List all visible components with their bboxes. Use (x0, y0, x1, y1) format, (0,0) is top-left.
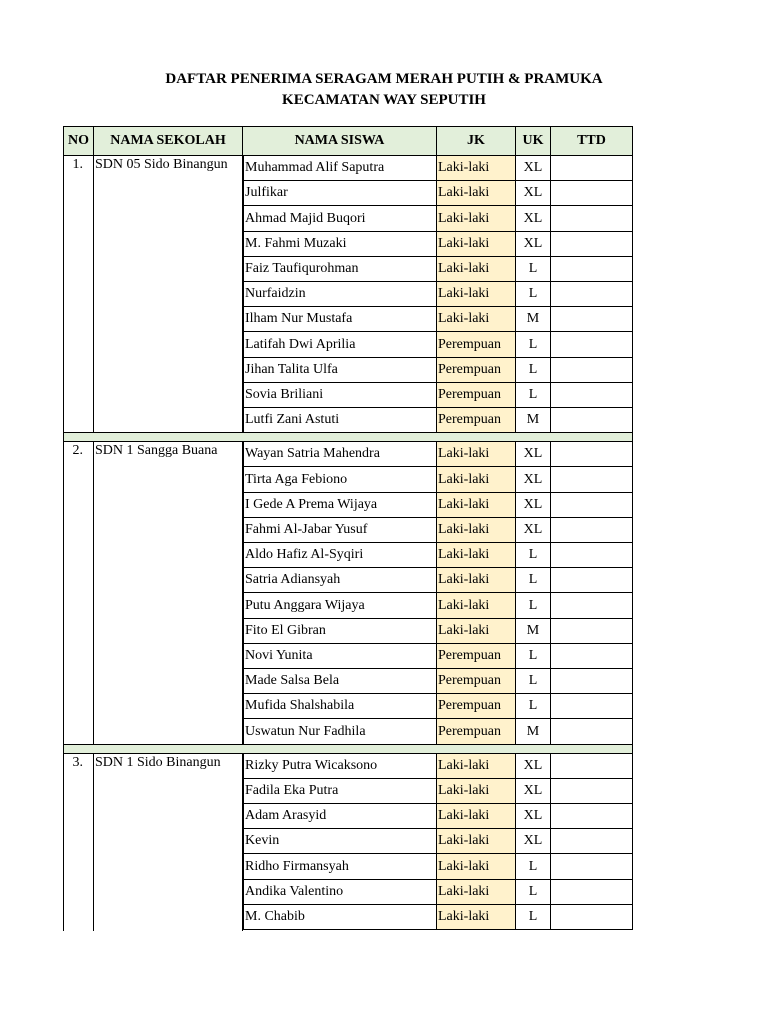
gender-cell: Perempuan (437, 358, 516, 383)
student-name: Wayan Satria Mahendra (243, 442, 437, 467)
signature-cell[interactable] (551, 543, 633, 568)
size-cell: M (516, 307, 551, 332)
signature-cell[interactable] (551, 358, 633, 383)
gender-cell: Laki-laki (437, 232, 516, 257)
gender-cell: Perempuan (437, 669, 516, 694)
student-name: Satria Adiansyah (243, 568, 437, 593)
size-cell: L (516, 358, 551, 383)
gender-cell: Laki-laki (437, 905, 516, 930)
signature-cell[interactable] (551, 669, 633, 694)
student-name: Ilham Nur Mustafa (243, 307, 437, 332)
student-name: Fahmi Al-Jabar Yusuf (243, 518, 437, 543)
size-cell: XL (516, 181, 551, 206)
gender-cell: Laki-laki (437, 282, 516, 307)
group-separator (63, 745, 633, 754)
gender-cell: Laki-laki (437, 619, 516, 644)
header-ttd: TTD (551, 126, 633, 156)
size-cell: L (516, 644, 551, 669)
gender-cell: Laki-laki (437, 880, 516, 905)
student-name: Latifah Dwi Aprilia (243, 332, 437, 358)
size-cell: XL (516, 206, 551, 232)
gender-cell: Perempuan (437, 719, 516, 745)
signature-cell[interactable] (551, 694, 633, 719)
signature-cell[interactable] (551, 442, 633, 467)
student-name: Mufida Shalshabila (243, 694, 437, 719)
size-cell: XL (516, 232, 551, 257)
signature-cell[interactable] (551, 156, 633, 181)
student-name: I Gede A Prema Wijaya (243, 493, 437, 518)
gender-cell: Laki-laki (437, 568, 516, 593)
header-nama-sekolah: NAMA SEKOLAH (94, 126, 243, 156)
gender-cell: Perempuan (437, 383, 516, 408)
size-cell: L (516, 332, 551, 358)
signature-cell[interactable] (551, 905, 633, 930)
gender-cell: Laki-laki (437, 257, 516, 282)
signature-cell[interactable] (551, 232, 633, 257)
header-no: NO (63, 126, 94, 156)
size-cell: XL (516, 779, 551, 804)
size-cell: M (516, 719, 551, 745)
student-name: Sovia Briliani (243, 383, 437, 408)
gender-cell: Laki-laki (437, 854, 516, 880)
size-cell: XL (516, 156, 551, 181)
signature-cell[interactable] (551, 644, 633, 669)
size-cell: L (516, 383, 551, 408)
signature-cell[interactable] (551, 880, 633, 905)
student-name: Nurfaidzin (243, 282, 437, 307)
document-title (0, 69, 768, 111)
size-cell: XL (516, 804, 551, 829)
student-name: Ridho Firmansyah (243, 854, 437, 880)
signature-cell[interactable] (551, 719, 633, 745)
size-cell: L (516, 257, 551, 282)
student-name: Novi Yunita (243, 644, 437, 669)
signature-cell[interactable] (551, 282, 633, 307)
size-cell: XL (516, 829, 551, 854)
signature-cell[interactable] (551, 332, 633, 358)
row-number: 1. (63, 156, 94, 433)
size-cell: L (516, 282, 551, 307)
group-separator (63, 433, 633, 442)
header-uk: UK (516, 126, 551, 156)
student-name: Kevin (243, 829, 437, 854)
signature-cell[interactable] (551, 307, 633, 332)
gender-cell: Laki-laki (437, 307, 516, 332)
size-cell: L (516, 905, 551, 930)
signature-cell[interactable] (551, 518, 633, 543)
row-number: 3. (63, 754, 94, 931)
signature-cell[interactable] (551, 257, 633, 282)
gender-cell: Laki-laki (437, 829, 516, 854)
signature-cell[interactable] (551, 854, 633, 880)
gender-cell: Laki-laki (437, 804, 516, 829)
size-cell: M (516, 619, 551, 644)
signature-cell[interactable] (551, 779, 633, 804)
signature-cell[interactable] (551, 619, 633, 644)
student-name: Putu Anggara Wijaya (243, 593, 437, 619)
student-name: Fito El Gibran (243, 619, 437, 644)
student-name: Lutfi Zani Astuti (243, 408, 437, 433)
signature-cell[interactable] (551, 206, 633, 232)
student-name: Jihan Talita Ulfa (243, 358, 437, 383)
size-cell: XL (516, 493, 551, 518)
gender-cell: Perempuan (437, 332, 516, 358)
gender-cell: Laki-laki (437, 593, 516, 619)
title-line-2: KECAMATAN WAY SEPUTIH (282, 92, 486, 108)
gender-cell: Perempuan (437, 408, 516, 433)
student-name: Ahmad Majid Buqori (243, 206, 437, 232)
header-nama-siswa: NAMA SISWA (243, 126, 437, 156)
gender-cell: Laki-laki (437, 181, 516, 206)
size-cell: L (516, 593, 551, 619)
signature-cell[interactable] (551, 467, 633, 493)
size-cell: XL (516, 467, 551, 493)
gender-cell: Laki-laki (437, 442, 516, 467)
gender-cell: Laki-laki (437, 206, 516, 232)
signature-cell[interactable] (551, 829, 633, 854)
student-name: M. Fahmi Muzaki (243, 232, 437, 257)
header-jk: JK (437, 126, 516, 156)
gender-cell: Perempuan (437, 694, 516, 719)
size-cell: L (516, 694, 551, 719)
student-name: Aldo Hafiz Al-Syqiri (243, 543, 437, 568)
school-name: SDN 1 Sangga Buana (94, 442, 243, 745)
student-name: Uswatun Nur Fadhila (243, 719, 437, 745)
size-cell: L (516, 854, 551, 880)
student-name: Muhammad Alif Saputra (243, 156, 437, 181)
gender-cell: Laki-laki (437, 156, 516, 181)
student-name: M. Chabib (243, 905, 437, 930)
gender-cell: Laki-laki (437, 754, 516, 779)
row-number: 2. (63, 442, 94, 745)
signature-cell[interactable] (551, 804, 633, 829)
size-cell: L (516, 880, 551, 905)
gender-cell: Laki-laki (437, 467, 516, 493)
school-name: SDN 05 Sido Binangun (94, 156, 243, 433)
size-cell: XL (516, 442, 551, 467)
size-cell: XL (516, 518, 551, 543)
signature-cell[interactable] (551, 181, 633, 206)
signature-cell[interactable] (551, 593, 633, 619)
size-cell: L (516, 568, 551, 593)
signature-cell[interactable] (551, 754, 633, 779)
size-cell: M (516, 408, 551, 433)
gender-cell: Laki-laki (437, 493, 516, 518)
student-name: Andika Valentino (243, 880, 437, 905)
student-name: Fadila Eka Putra (243, 779, 437, 804)
signature-cell[interactable] (551, 493, 633, 518)
school-name: SDN 1 Sido Binangun (94, 754, 243, 931)
size-cell: XL (516, 754, 551, 779)
size-cell: L (516, 669, 551, 694)
gender-cell: Perempuan (437, 644, 516, 669)
student-name: Adam Arasyid (243, 804, 437, 829)
student-name: Made Salsa Bela (243, 669, 437, 694)
signature-cell[interactable] (551, 383, 633, 408)
student-name: Tirta Aga Febiono (243, 467, 437, 493)
student-name: Faiz Taufiqurohman (243, 257, 437, 282)
gender-cell: Laki-laki (437, 543, 516, 568)
student-name: Rizky Putra Wicaksono (243, 754, 437, 779)
gender-cell: Laki-laki (437, 518, 516, 543)
signature-cell[interactable] (551, 568, 633, 593)
signature-cell[interactable] (551, 408, 633, 433)
gender-cell: Laki-laki (437, 779, 516, 804)
size-cell: L (516, 543, 551, 568)
title-line-1: DAFTAR PENERIMA SERAGAM MERAH PUTIH & PRAMUKA (165, 71, 603, 87)
student-name: Julfikar (243, 181, 437, 206)
